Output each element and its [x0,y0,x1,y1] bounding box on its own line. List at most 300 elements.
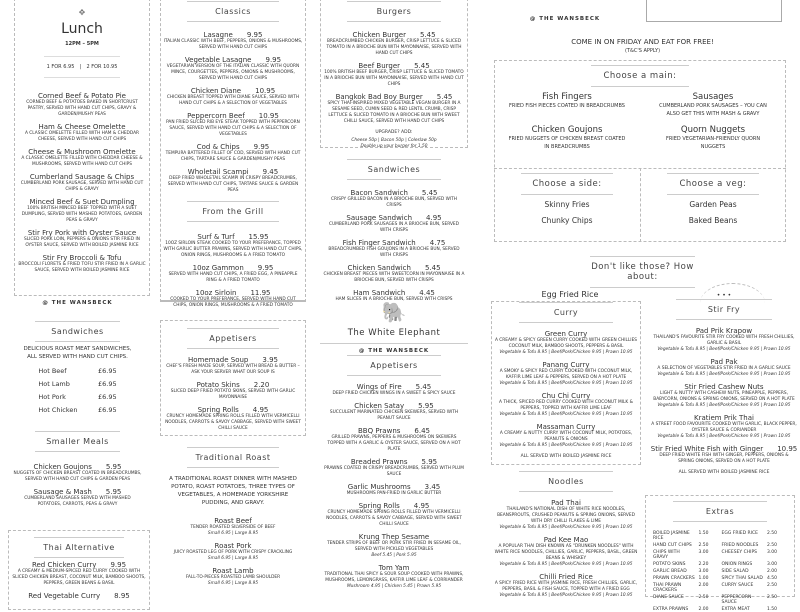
item-name-line [14,229,150,237]
item-description: JUICY ROASTED LEG OF PORK WITH CRISPY CRACKLING [173,550,293,555]
menu-item [160,56,306,82]
row-price: £6.95 [98,367,117,375]
item-name: Corned Beef & Potato Pie [38,92,126,100]
item-name: Chicken Diane [190,87,242,95]
stirfry-items [648,327,800,465]
option-name: Quorn Nuggets [680,125,746,135]
item-name-line [14,92,150,100]
item-name: Breaded Prawns [350,458,408,466]
noodle-items [491,499,641,599]
section-title: Sandwiches [27,324,128,339]
extra-name: HAND CUT CHIPS [653,543,692,548]
curry-items [491,330,641,449]
burgers-section [320,0,468,308]
item-description: PRAWNS COATED IN CRISPY BREADCRUMBS, SERVED WITH PLUM SAUCE [324,466,464,477]
menu-item [14,229,150,249]
item-price: 5.45 [419,31,436,39]
item-description: TENDER ROASTED SILVERSIDE OF BEEF [190,525,276,530]
section-title: Thai Alternative [26,540,133,555]
item-name-line [320,483,468,491]
venue-label: @ THE WANSBECK [42,300,113,306]
row-name: Hot Chicken [38,406,78,414]
item-name-line [320,93,468,101]
item-description: 100% BRITISH BEEF BURGER, CRISP LETTUCE & SLICED TOMATO IN A BRIOCHE BUN WITH MAYONNAISE, SERVED WITH HAND CUT CHIPS [324,70,464,87]
choose-veg [640,172,786,232]
item-description: VEGETARIAN VERSION OF THE ITALIAN CLASSIC WITH QUORN MINCE, COURGETTES, PEPPERS, ONIONS & MUSHROOMS, SERVED WITH HAND CUT CHIPS [166,64,300,81]
item-name-line [491,499,641,507]
item-name-line [320,502,468,510]
lunch-hours: 12PM – 5PM [65,41,99,47]
item-name: Sausage Sandwich [346,214,413,222]
extra-name: FRIED NOODLES [721,543,759,548]
sandwich-items [320,189,468,303]
main-option [640,92,786,118]
menu-item [320,483,468,497]
roast-section [160,446,306,592]
row-price: £6.95 [98,393,117,401]
item-name: Potato Skins [196,381,240,389]
item-name: Surf & Turf [197,233,235,241]
option-name: Chicken Goujons [531,125,603,135]
item-description: ITALIAN CLASSIC WITH BEEF, PEPPERS, ONIONS & MUSHROOMS, SERVED WITH HAND CUT CHIPS [163,39,303,50]
item-name-line [160,264,306,272]
venue-label: @ THE WANSBECK [529,16,601,22]
item-name: Minced Beef & Suet Dumpling [29,198,135,206]
item-prices: Vegetable & Tofu 8.95 | Beef/Pork/Chicken 9.95 | Prawn 10.95 [499,593,633,598]
item-name: Krung Thep Sesame [358,533,430,541]
item-name-line [320,402,468,410]
extra-price: 2.50 [767,543,778,548]
extra-price: 3.00 [767,562,778,567]
item-name-line [14,254,150,262]
item-name: BBQ Prawns [357,427,401,435]
item-name: Green Curry [544,330,588,338]
menu-item [491,330,641,356]
item-name-line [648,414,800,422]
promo-terms: (T&C'S APPLY) [624,48,661,54]
item-name-line [320,239,468,247]
curry-note: ALL SERVED WITH BOILED JASMINE RICE [520,454,612,459]
row-name: Hot Pork [38,393,66,401]
extra-price: 2.00 [767,569,778,574]
menu-item [8,592,150,600]
item-description: SLICED PORK LOIN, PEPPERS & ONIONS STIR FRIED IN OYSTER SAUCE, SERVED WITH BOILED JASMINE RICE [24,237,140,248]
item-name: Roast Beef [214,517,252,525]
item-description: DEEP FRIED WHITE FISH WITH GINGER, PEPPERS, ONIONS & SPRING ONIONS, SERVED ON A HOT PLATE [659,453,789,464]
menu-item [320,264,468,284]
price-row [38,380,116,388]
item-name: Chicken Satay [354,402,405,410]
item-description: TRADITIONAL THAI SPICY & SOUR SOUP COOKED WITH PRAWNS, MUSHROOMS, LEMONGRASS, KAFFIR LIME LEAF & CORRIANDER [324,572,464,583]
item-name: 10oz Sirloin [195,289,237,297]
menu-item [648,414,800,440]
noodles-section [491,470,641,604]
item-price: 9.95 [110,561,127,569]
item-description: CUMBERLAND PORK SAUSAGES IN A BRIOCHE BUN, SERVED WITH CRISPS [329,222,459,233]
section-title: Traditional Roast [178,450,288,465]
menu-item [491,536,641,568]
extra-price: 3.00 [767,550,778,555]
item-name-line [491,392,641,400]
extra-name: CURRY SAUCE [721,583,754,588]
item-name: Stir Fried White Fish with Ginger [650,445,764,453]
menu-item [14,173,150,193]
thai-menu [320,300,468,595]
extra-name: CHIPS WITH GRAVY [653,550,680,560]
item-description: PAN FRIED SLICED RIB EYE STEAK TOPPED WITH PEPPERCORN SAUCE, SERVED WITH HAND CUT CHIPS & A SELECTION OF VEGETABLES [166,120,300,137]
price-row [38,367,116,375]
section-title: Classics [178,4,288,19]
item-name: Bangkok Bad Boy Burger [335,93,423,101]
item-description: A SMOKY & SPICY RED CURRY COOKED WITH COCONUT MILK, KAFFIR LIME LEAF & PEPPERS, SERVED ON A HOT PLATE [499,369,633,380]
extra-name: PEPPERCORN SAUCE [721,595,752,605]
extra-price: 3.00 [698,569,709,574]
option: Garden Peas [689,200,737,209]
item-name: Pad Pak [710,358,738,366]
item-description: THAILAND'S NATIONAL DISH OF WHITE RICE NOODLES, BEANSPROUTS, CRUSHED PEANUTS & SPRING ONIONS, SERVED WITH DRY CHILLI FLAKES & LIME [497,507,635,524]
item-name: Red Chicken Curry [31,561,97,569]
extra-name: CHEESEY CHIPS [721,550,758,555]
venue-label: @ THE WANSBECK [358,348,430,354]
item-name-line [160,517,306,525]
item-description: CORNED BEEF & POTATOES BAKED IN SHORTCRUST PASTRY, SERVED WITH HAND CUT CHIPS, GRAVY & GARDEN/MUSHY PEAS [26,100,138,117]
item-price: 3.95 [262,356,278,364]
item-name-line [491,423,641,431]
addons: Cheese 50p | Bacon 50p | Coleslaw 50p [351,138,437,143]
top-right-box [646,0,782,22]
item-name: Chicken Goujons [33,463,92,471]
item-name: Ham Sandwich [353,289,406,297]
item-description: SLICED DEEP FRIED POTATO SKINS, SERVED WITH GARLIC MAYONNAISE [170,389,296,400]
menu-item [648,358,800,378]
item-name-line [491,361,641,369]
item-description: 10OZ SIRLOIN STEAK COOKED TO YOUR PREFERANCE, TOPPED WITH GARLIC BUTTER PRAWNS, SERVED WITH HAND CUT CHIPS, ONION RINGS, MUSHROOMS & A FRIED TOMATO [163,241,303,258]
item-name-line [160,542,306,550]
kids-header [495,16,635,22]
item-name: Chicken Sandwich [347,264,411,272]
menu-item [160,356,306,376]
elephant-logo-icon: ✥ [78,8,86,17]
item-name: Stir Fry Pork with Oyster Sauce [27,229,137,237]
curry-section [491,301,641,462]
item-name-line [160,143,306,151]
item-description: CRISPY GRILLED BACON IN A BRIOCHE BUN, SERVED WITH CRISPS [331,197,457,208]
item-name: Chu Chi Curry [541,392,591,400]
item-prices: Vegetable & Tofu 8.95 | Beef/Pork/Chicken 9.95 | Prawn 10.95 [499,350,633,355]
stirfry-note: ALL SERVED WITH BOILED JASMINE RICE [678,470,770,475]
item-name: Fish Finger Sandwich [342,239,416,247]
option: Skinny Fries [544,200,590,209]
item-name: Chicken Burger [352,31,406,39]
item-price: 9.95 [253,143,270,151]
appetiser-items [160,356,306,432]
item-name: Lasagne [203,31,233,39]
item-name: Peppercorn Beef [187,112,245,120]
item-name-line [160,567,306,575]
item-description: DEEP FRIED CHICKEN WINGS IN A SWEET & SPICY SAUCE [332,391,456,396]
item-name: Spring Rolls [358,502,400,510]
item-name: Chilli Fried Rice [539,573,593,581]
choose-main [494,64,786,158]
item-description: A CREAMY & SPICY GREEN CURRY COOKED WITH GREEN CHILLIES COCONUT MILK, BAMBOO SHOOTS, PEPPERS & BASIL [494,338,638,349]
item-price: 2.20 [253,381,270,389]
item-name-line [320,189,468,197]
lunch-section [14,8,150,279]
extra-name: ONION RINGS [721,562,753,567]
item-name-line [648,383,800,391]
extra-name: PRAWN CRACKERS [653,576,695,581]
classics-section [160,0,306,314]
extra-price: 1.50 [698,531,709,536]
menu-item [160,517,306,537]
item-description: A CLASSIC OMELETTE FILLED WITH CHEDDAR CHEESE & MUSHROOMS, SERVED WITH HAND CUT CHIPS [21,156,143,167]
item-prices: Vegetable & Tofu 8.95 | Beef/Pork/Chicken 9.95 | Prawn 10.95 [499,381,633,386]
item-price: 5.95 [421,458,438,466]
section-title: Choose a side: [512,176,622,192]
extra-name: EXTRA PRAWNS [653,607,689,612]
item-price: 8.95 [114,592,130,600]
item-prices: Vegetable & Tofu 8.95 | Beef/Pork/Chicken 9.95 | Prawn 10.95 [657,347,791,352]
item-price: 9.45 [262,168,279,176]
item-price: 5.95 [105,463,122,471]
item-prices: Small 6.95 | Large 8.95 [207,581,259,586]
extra-price: 3.00 [698,550,709,555]
menu-item [160,381,306,401]
item-name: Garlic Mushrooms [347,483,411,491]
item-description: TEMPURA BATTERED FILLET OF COD, SERVED WITH HAND CUT CHIPS, TARTARE SAUCE & GARDEN/MUSHY PEAS [165,151,301,162]
item-name-line [320,214,468,222]
extra-name: SIDE SALAD [721,569,749,574]
alt-item: Egg Fried Rice [541,290,599,299]
option-name: Sausages [692,92,734,102]
item-price: 4.95 [426,214,442,222]
menu-item [491,423,641,449]
item-description: CUMBERLAND PORK SAUSAGE, SERVED WITH HAND CUT CHIPS & GRAVY [20,181,144,192]
item-name: Stir Fry Broccoli & Tofu [42,254,122,262]
item-description: A CREAMY & NUTTY CURRY WITH COCONUT MILK, POTATOES, PEANUTS & ONIONS [499,431,633,442]
offer-one: 1 FOR 6.95 [46,64,75,70]
section-title: Burgers [339,4,450,19]
roast-intro: A TRADITIONAL ROAST DINNER WITH MASHED POTATO, ROAST POTATOES, THREE TYPES OF VEGETABLES, A HOMEMADE YORKSHIRE PUDDING, AND GRAVY. [169,476,297,506]
row-price: £6.95 [98,406,117,414]
section-title: Choose a main: [582,68,699,84]
item-name-line [320,427,468,435]
item-name: Cheese & Mushroom Omelette [28,148,136,156]
item-prices: Vegetable & Tofu 8.95 | Beef/Pork/Chicken 9.95 | Prawn 10.95 [499,562,633,567]
item-price: 5.45 [424,264,441,272]
section-title: From the Grill [178,204,288,219]
menu-item [10,463,145,483]
item-description: A CREAMY & MEDIUM-SPICED RED CURRY COOKED WITH SLICED CHICKEN BREAST, COCONUT MILK, BAMBOO SHOOTS, PEPPERS, GREEN BEANS & BASIL [12,569,146,586]
extra-name: POTATO SKINS [653,562,686,567]
kids-promo [485,38,800,54]
menu-item [160,406,306,432]
item-description: THAILAND'S FAVOURITE STIR FRY COOKED WITH FRESH CHILLIES, GARLIC & BASIL [653,335,795,346]
item-name: Red Vegetable Curry [28,592,101,600]
item-description: BREADCRUMBED FISH GOUJONS IN A BRIOCHE BUN, SERVED WITH CRISPS [328,247,460,258]
section-title: Appetisers [339,358,450,373]
thai-appetiser-items [320,383,468,590]
menu-item [160,168,306,194]
side-options [494,200,640,225]
item-name-line [320,533,468,541]
item-name: 10oz Gammon [192,264,244,272]
item-prices: Vegetable & Tofu 8.95 | Beef/Pork/Chicken 9.95 | Prawn 10.95 [657,434,791,439]
item-prices: Mushroom 4.95 | Chicken 5.45 | Prawn 5.95 [346,584,442,589]
sandwiches-intro: DELICIOUS ROAST MEAT SANDWICHES, ALL SERVED WITH HAND CUT CHIPS. [23,346,132,360]
item-description: CRUNCY HOMEMADE SPRING ROLLS FILLED WITH VERMICELLI NOODLES, CARROTS & SAVOY CABBAGE, SERVED WITH SWEET CHILLI SAUCE [165,414,301,431]
menu-item [320,564,468,590]
item-description: BREADCRUMBED CHICKEN BURGER, CRISP LETTUCE & SLICED TOMATO IN A BRIOCHE BUN WITH MAYONNAISE, SERVED WITH HAND CUT CHIPS [326,39,462,56]
item-name: Cod & Chips [196,143,240,151]
item-name: Pad Kee Mao [543,536,589,544]
item-name: Bacon Sandwich [350,189,408,197]
item-name-line [648,445,800,453]
option-description: CUMBERLAND PORK SAUSAGES – YOU CAN ALSO GET THIS WITH MASH & GRAVY [659,103,767,117]
extra-price: 2.20 [698,562,709,567]
sandwich-price-list [10,367,145,414]
item-name: Wholetail Scampi [187,168,249,176]
menu-item [160,233,306,259]
item-name-line [14,173,150,181]
thai-alt-section [8,536,150,605]
item-description: LIGHT & NUTTY WITH CASHEW NUTS, PINEAPPLE, PEPPERS, BABYCORN, ONIONS & SPRING ONIONS, SERVED ON A HOT PLATE [653,391,795,402]
restaurant-name: The White Elephant [320,328,468,344]
item-description: A POPULAR THAI DISH KNOWN AS "DRUNKEN NOODLES" WITH WHITE RICE NOODLES, CHILLIES, GARLIC, PEPPERS, BASIL, GREEN BEANS & WHISKEY [494,544,638,561]
item-price: 5.45 [415,383,432,391]
section-title: Smaller Meals [27,434,128,449]
extra-price: 2.50 [767,583,778,588]
item-name-line [648,327,800,335]
burger-items [320,31,468,125]
item-description: CUMBERLAND SAUSAGES SERVED WITH MASHED POTATOES, CARROTS, PEAS & GRAVY [24,496,131,507]
extra-price: 4.50 [767,576,778,581]
item-description: SPICY THAI-INSPIRED MIXED VEGETABLE VEGAN BURGER IN A SESAME SEED, CUMIN SEED & RED LENTIL CRUMB, CRISP LETTUCE & SLICED TOMATO IN A BRIOCHE BUN WITH SWEET CHILLI SAUCE, SERVED WITH HAND CUT CHIPS [327,101,461,124]
item-name: Beef Burger [358,62,401,70]
upgrade-label: UPGRADE? ADD: [375,130,413,135]
item-description: CRUNCY HOMEMADE SPRING ROLLS FILLED WITH VERMICELLI NOODLES, CARROTS & SAVOY CABBAGE, SERVED WITH SWEET CHILLI SAUCE [326,510,462,527]
stirfry-section [648,294,800,478]
item-price: 9.95 [257,264,274,272]
item-name-line [320,289,468,297]
lunch-items [14,92,150,274]
alt-title: Don't like those? How about: [580,259,706,285]
item-name: Roast Lamb [212,567,254,575]
item-name-line [160,289,306,297]
row-name: Hot Lamb [38,380,70,388]
elephant-logo-icon: 🐘 [381,300,407,324]
item-name: Vegetable Lasagne [184,56,252,64]
item-price: 15.95 [248,233,269,241]
menu-item [491,361,641,387]
item-name-line [14,123,150,131]
main-option [640,125,786,151]
menu-item [648,445,800,465]
extra-name: THAI PRAWN CRACKERS [653,583,682,593]
menu-item [320,31,468,57]
menu-item [14,198,150,224]
menu-item [491,573,641,599]
lunch-title: Lunch [61,21,103,37]
item-description: CHICKEN BREAST TOPPED WITH DIANE SAUCE, SERVED WITH HAND CUT CHIPS & A SELECTION OF VEGETABLES [166,95,300,106]
menu-item [14,92,150,118]
section-title: Noodles [510,474,623,489]
extra-name: BOILED JASMINE RICE [653,531,690,541]
item-name-line [10,463,145,471]
item-name-line [320,264,468,272]
item-price: 4.45 [419,289,435,297]
extra-price: 1.50 [767,607,778,612]
item-price: 5.45 [414,62,430,70]
item-description: DEEP FRIED WHOLETAIL SCAMPI IN CRISPY BREADCRUMBS, SERVED WITH HAND CUT CHIPS, TARTARE SAUCE & GARDEN PEAS [167,176,299,193]
choose-side [494,172,640,232]
item-name-line [10,488,145,496]
alternative [485,255,800,291]
section-title: Sandwiches [339,162,450,177]
item-description: CHEF'S FRESH MADE SOUP, SERVED WITH BREAD & BUTTER – ASK YOUR SERVER WHAT OUR SOUP IS [166,364,300,375]
menu-item [491,499,641,531]
extra-name: DIANE SAUCE [653,595,684,600]
item-name: Pad Prik Krapow [695,327,753,335]
menu-item [160,567,306,587]
menu-item [320,189,468,209]
item-prices: Beef 5.45 | Pork 5.95 [371,553,417,558]
lunch-offer [44,56,120,78]
item-description: MUSHROOMS PAN-FRIED IN GARLIC BUTTER [346,491,442,496]
item-price: 5.45 [436,93,453,101]
item-name: Spring Rolls [197,406,239,414]
item-price: 9.95 [246,31,263,39]
item-name-line [320,62,468,70]
item-name-line [160,381,306,389]
item-name-line [160,168,306,176]
item-name-line [160,233,306,241]
item-description: A SELECTION OF VEGETABLES STIR FRIED IN A GARLIC SAUCE [657,366,791,371]
option-name: Fish Fingers [542,92,592,102]
item-name: Tom Yam [378,564,410,572]
item-name-line [320,31,468,39]
dots-icon: • • • [716,292,732,299]
menu-item [320,458,468,478]
menu-item [320,214,468,234]
item-description: SERVED WITH HAND CUT CHIPS, A FRIED EGG, A PINEAPPLE RING & A FRIED TOMATO [168,272,298,283]
left-lower [10,300,145,513]
menu-item [160,112,306,138]
extra-price: 2.50 [698,543,709,548]
item-name-line [160,56,306,64]
menu-item [160,289,306,309]
item-prices: Vegetable & Tofu 8.95 | Beef/Pork/Chicken 9.95 | Prawn 10.95 [657,372,791,377]
item-price: 9.95 [265,56,282,64]
promo-text: COME IN ON FRIDAY AND EAT FOR FREE! [571,38,714,46]
item-name: Pad Thai [551,499,581,507]
item-name-line [14,148,150,156]
menu-item [14,148,150,168]
option-description: FRIED NUGGETS OF CHICKEN BREAST COATED IN BREADCRUMBS [508,136,626,150]
extra-price: 2.50 [767,531,778,536]
item-description: CHICKEN BREAST PIECES WITH SWEETCORN IN MAYONNAISE IN A BRIOCHE BUN, SERVED WITH CRISPS [323,272,465,283]
menu-item [320,239,468,259]
section-title: Curry [510,305,623,320]
extra-name: SPICY THAI SALAD [721,576,763,581]
item-name-line [160,112,306,120]
item-name: Panang Curry [542,361,590,369]
extra-price: 2.50 [767,595,778,600]
item-name-line [14,198,150,206]
item-description: A STREET FOOD FAVOURITE COOKED WITH GARLIC, BLACK PEPPER, OYSTER SAUCE & CORIANDER [651,422,797,433]
item-name: Homemade Soup [188,356,249,364]
menu-item [14,123,150,143]
